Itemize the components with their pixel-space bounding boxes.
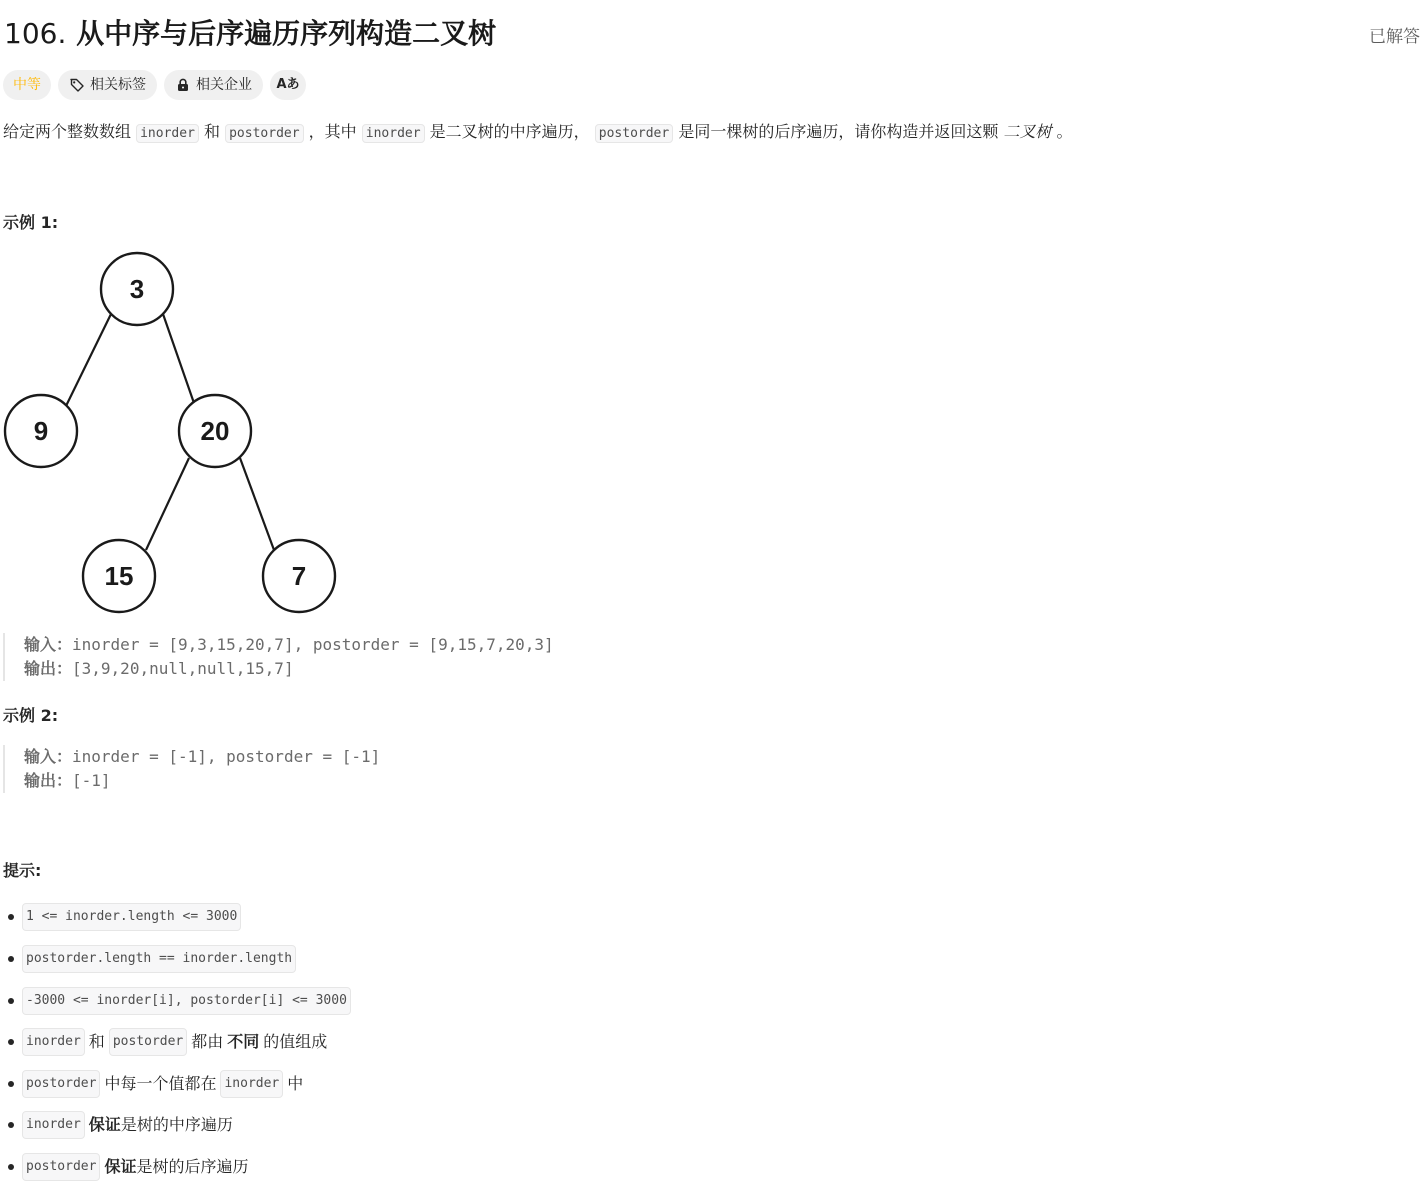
bullet bbox=[8, 1039, 14, 1045]
companies-tag-label: 相关企业 bbox=[196, 77, 252, 93]
example-1-tree-image bbox=[0, 248, 340, 618]
difficulty-badge[interactable] bbox=[3, 70, 51, 100]
problem-description bbox=[3, 119, 1073, 147]
tree-node-label: 9 bbox=[33, 416, 49, 446]
tag-icon bbox=[69, 77, 85, 93]
output-value: [3,9,20,null,null,15,7] bbox=[72, 659, 294, 678]
example-2-io bbox=[3, 745, 380, 793]
desc-text: 是二叉树的中序遍历， bbox=[429, 122, 590, 141]
constraint-item bbox=[8, 945, 300, 973]
constraint-item bbox=[8, 1070, 307, 1098]
constraints-title: 提示: bbox=[3, 861, 42, 880]
desc-text: 是同一棵树的后序遍历，请你构造并返回这颗 bbox=[678, 122, 999, 141]
input-label: 输入： bbox=[24, 747, 73, 766]
tree-node-label: 20 bbox=[200, 416, 230, 446]
constraint-text: 是树的中序遍历 bbox=[120, 1115, 233, 1134]
input-value: inorder = [-1], postorder = [-1] bbox=[72, 747, 381, 766]
output-label: 输出： bbox=[24, 659, 73, 678]
bullet bbox=[8, 1081, 14, 1087]
topics-tag-label: 相关标签 bbox=[90, 77, 146, 93]
desc-code: inorder bbox=[362, 124, 425, 143]
constraint-item bbox=[8, 903, 245, 931]
desc-emphasis: 二叉树 bbox=[1003, 122, 1052, 141]
desc-code: inorder bbox=[136, 124, 199, 143]
bullet bbox=[8, 1122, 14, 1128]
constraint-code: postorder bbox=[22, 1070, 100, 1098]
output-label: 输出： bbox=[24, 771, 73, 790]
constraint-text: 的值组成 bbox=[263, 1032, 328, 1051]
bullet bbox=[8, 956, 14, 962]
constraint-code: inorder bbox=[22, 1111, 85, 1139]
bullet bbox=[8, 914, 14, 920]
input-label: 输入： bbox=[24, 635, 73, 654]
constraint-item bbox=[8, 1153, 252, 1181]
constraint-code: inorder bbox=[22, 1028, 85, 1056]
constraint-code: 1 <= inorder.length <= 3000 bbox=[22, 903, 241, 931]
constraint-text: 中 bbox=[287, 1074, 304, 1093]
example-2-title: 示例 2: bbox=[3, 706, 59, 725]
desc-text: 和 bbox=[204, 122, 221, 141]
translate-button[interactable] bbox=[270, 70, 306, 100]
topics-tag-button[interactable] bbox=[58, 70, 157, 100]
constraint-text: 是树的后序遍历 bbox=[136, 1157, 249, 1176]
constraint-code: inorder bbox=[220, 1070, 283, 1098]
problem-number: 106. bbox=[4, 17, 67, 50]
bullet bbox=[8, 1164, 14, 1170]
constraint-text: 都由 bbox=[191, 1032, 224, 1051]
output-value: [-1] bbox=[72, 771, 111, 790]
problem-title-text: 从中序与后序遍历序列构造二叉树 bbox=[76, 17, 497, 50]
desc-text: ，其中 bbox=[308, 122, 357, 141]
example-1-title: 示例 1: bbox=[3, 213, 59, 232]
translate-icon: Aあ bbox=[276, 77, 300, 92]
difficulty-label: 中等 bbox=[13, 77, 41, 93]
desc-text: 给定两个整数数组 bbox=[3, 122, 132, 141]
constraint-emphasis: 保证 bbox=[104, 1157, 137, 1176]
constraint-text: 中每一个值都在 bbox=[104, 1074, 217, 1093]
tree-node-label: 15 bbox=[104, 561, 134, 591]
constraint-emphasis: 不同 bbox=[227, 1032, 260, 1051]
tree-node-label: 3 bbox=[129, 274, 145, 304]
constraint-text: 和 bbox=[88, 1032, 105, 1051]
solved-status: 已解答 bbox=[1369, 27, 1420, 47]
constraint-code: postorder.length == inorder.length bbox=[22, 945, 296, 973]
desc-code: postorder bbox=[595, 124, 673, 143]
constraint-code: postorder bbox=[109, 1028, 187, 1056]
desc-code: postorder bbox=[225, 124, 303, 143]
tree-node-label: 7 bbox=[291, 561, 307, 591]
problem-title[interactable] bbox=[4, 14, 496, 54]
desc-text: 。 bbox=[1056, 122, 1073, 141]
tag-bar bbox=[3, 70, 306, 100]
lock-icon bbox=[175, 77, 191, 93]
input-value: inorder = [9,3,15,20,7], postorder = [9,15,7,20,3] bbox=[72, 635, 554, 654]
bullet bbox=[8, 998, 14, 1004]
constraint-emphasis: 保证 bbox=[88, 1115, 121, 1134]
constraint-item bbox=[8, 1028, 331, 1056]
constraint-item bbox=[8, 1111, 237, 1139]
companies-tag-button[interactable] bbox=[164, 70, 263, 100]
constraint-item bbox=[8, 987, 355, 1015]
constraint-code: postorder bbox=[22, 1153, 100, 1181]
constraint-code: -3000 <= inorder[i], postorder[i] <= 3000 bbox=[22, 987, 351, 1015]
example-1-io bbox=[3, 633, 554, 681]
